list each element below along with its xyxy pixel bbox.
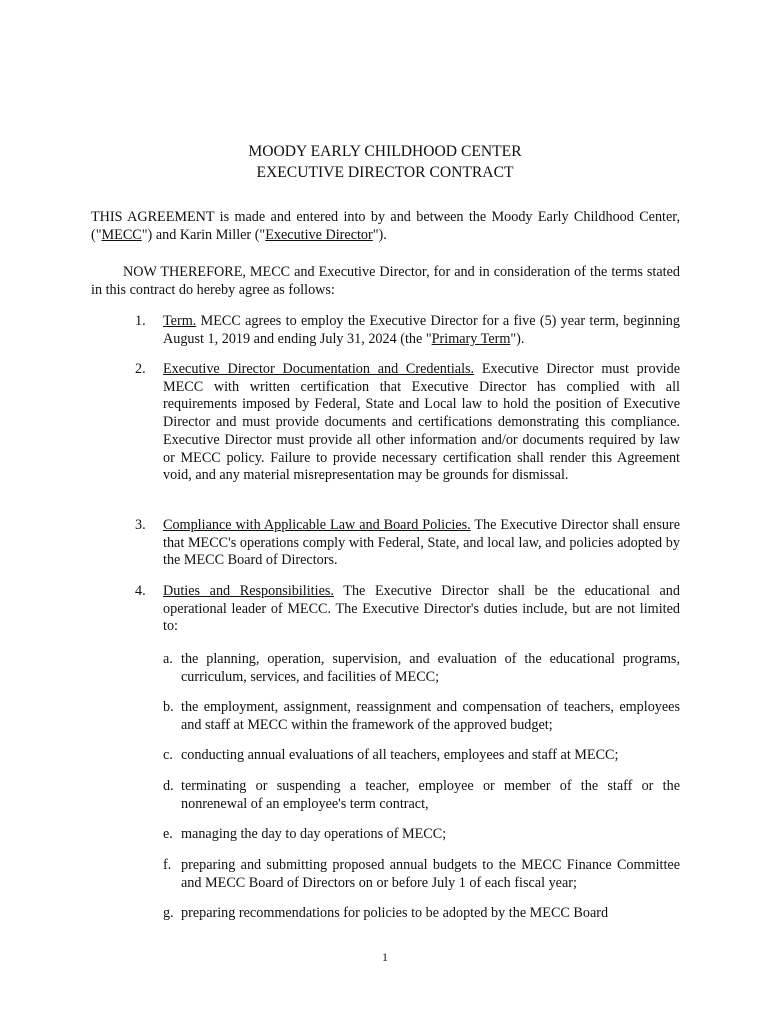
section-text: The Executive Director shall ensure that MECC's operations comply with Federal, State, and local law, and policies adopted by the MECC Board of Directors. (163, 517, 680, 569)
duty-text: conducting annual evaluations of all teachers, employees and staff at MECC; (181, 747, 619, 763)
duty-letter: e. (163, 826, 173, 842)
section-heading: Executive Director Documentation and Credentials. (163, 361, 475, 377)
intro-paragraph (91, 209, 680, 244)
duty-item (163, 778, 680, 813)
intro-text-1: THIS AGREEMENT is made and entered into by and between the Moody Early Childhood Center, (" (91, 209, 680, 243)
duty-text: the planning, operation, supervision, and evaluation of the educational programs, curriculum, services, and facilities of MECC; (181, 651, 680, 685)
section-heading: Term. (163, 313, 197, 329)
primary-term-defined-term: Primary Term (431, 330, 511, 347)
section-documentation (135, 361, 680, 485)
section-number: 4. (135, 583, 146, 599)
intro-text-3: "). (372, 226, 387, 243)
title-line-1: MOODY EARLY CHILDHOOD CENTER (248, 143, 522, 160)
title-line-2: EXECUTIVE DIRECTOR CONTRACT (256, 164, 514, 181)
section-heading: Compliance with Applicable Law and Board Policies. (163, 517, 471, 533)
now-therefore-paragraph: NOW THEREFORE, MECC and Executive Director, for and in consideration of the terms stated in this contract do hereby agree as follows: (91, 264, 680, 298)
duty-text: managing the day to day operations of MECC; (181, 826, 447, 842)
section-text-end: "). (510, 330, 525, 347)
section-term (135, 313, 680, 348)
section-text: Executive Director must provide MECC with written certification that Executive Director has complied with all requirements imposed by Federal, State and Local law to hold the position of Executive Director and must provide documents and certifications demonstrating this compliance. Executive Director must provide all other information and/or documents required by law or MECC policy. Failure to provide necessary certification shall render this Agreement void, and any material misrepresentation may be grounds for dismissal. (163, 361, 680, 484)
duty-text: preparing recommendations for policies to be adopted by the MECC Board (181, 905, 609, 921)
section-compliance (135, 517, 680, 570)
section-number: 2. (135, 361, 146, 377)
duty-item (163, 857, 680, 892)
duty-text: terminating or suspending a teacher, employee or member of the staff or the nonrenewal of an employee's term contract, (181, 778, 680, 812)
duty-letter: g. (163, 905, 174, 921)
duty-letter: a. (163, 651, 173, 667)
page-number: 1 (382, 950, 388, 964)
duty-text: the employment, assignment, reassignment and compensation of teachers, employees and staff at MECC within the framework of the approved budget; (181, 699, 680, 733)
section-heading: Duties and Responsibilities. (163, 583, 334, 599)
section-number: 1. (135, 313, 146, 329)
contract-title (0, 141, 770, 183)
duty-item (163, 905, 680, 923)
duty-text: preparing and submitting proposed annual budgets to the MECC Finance Committee and MECC Board of Directors on or before July 1 of each fiscal year; (181, 857, 680, 891)
duty-letter: b. (163, 699, 174, 715)
duty-item (163, 747, 680, 765)
section-number: 3. (135, 517, 146, 533)
duty-item (163, 699, 680, 734)
duty-letter: c. (163, 747, 173, 763)
duty-letter: f. (163, 857, 172, 873)
executive-director-defined-term: Executive Director (265, 226, 373, 243)
intro-text-2: ") and Karin Miller (" (141, 226, 266, 243)
duty-item (163, 826, 680, 844)
mecc-defined-term: MECC (101, 226, 142, 243)
section-text: MECC agrees to employ the Executive Director for a five (5) year term, beginning August 1, 2019 and ending July 31, 2024 (the " (163, 313, 680, 347)
duty-item (163, 651, 680, 686)
section-text: The Executive Director shall be the educational and operational leader of MECC. The Executive Director's duties include, but are not limited to: (163, 583, 680, 635)
section-duties (135, 583, 680, 636)
duty-letter: d. (163, 778, 174, 794)
